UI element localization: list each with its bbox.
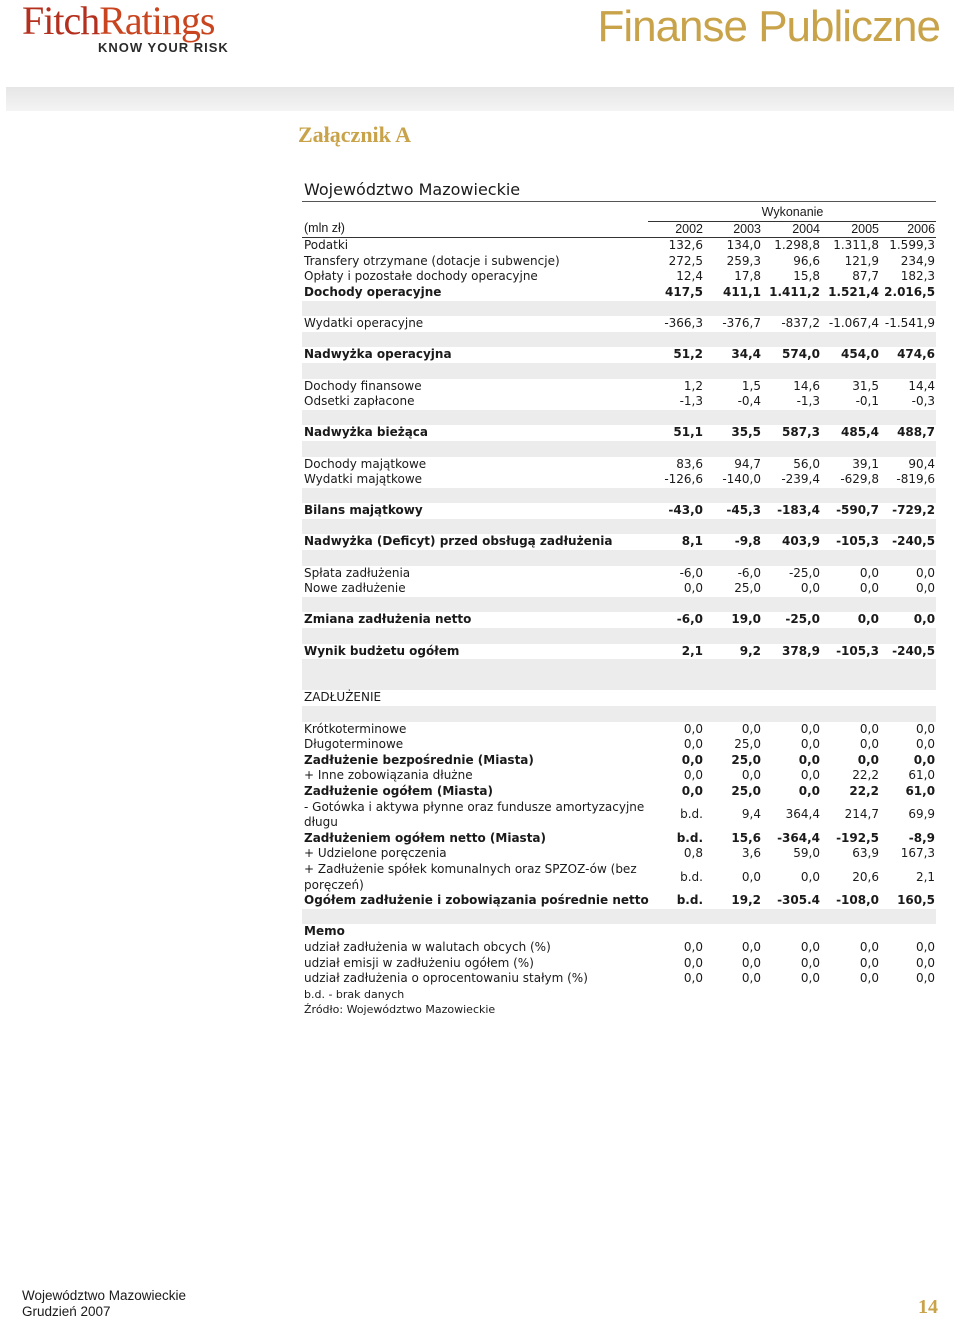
separator-row [302,628,936,644]
row-value: b.d. [676,893,703,908]
row-value: -0,4 [737,394,761,409]
row-value: 0,0 [683,581,703,596]
debt-row [302,768,936,784]
unit-label: (mln zł) [304,221,345,236]
logo-part-1: Fitch [22,0,100,43]
row-label: Dochody operacyjne [304,284,442,299]
row-value: 20,6 [852,869,879,884]
row-value: b.d. [676,830,703,845]
row-value: -729,2 [892,503,936,518]
row-value: 574,0 [782,347,820,362]
row-value: 0,0 [741,768,761,783]
row-value: 272,5 [668,253,703,268]
row-label: Długoterminowe [304,737,404,752]
table-row [302,394,936,410]
footer-date: Grudzień 2007 [22,1304,111,1319]
row-label: Zadłużenie ogółem (Miasta) [304,783,493,798]
memo-title [302,924,936,940]
row-value: 1.599,3 [880,238,936,254]
row-value: 0,0 [857,752,879,767]
row-value: 0,0 [683,939,703,954]
table-row [302,238,936,254]
row-label: Nadwyżka (Deficyt) przed obsługą zadłużenia [304,534,613,549]
row-value: 0,0 [915,971,936,986]
row-label: Podatki [302,238,648,254]
row-value: 56,0 [793,456,820,471]
table-row [302,472,936,488]
row-label: + Udzielone poręczenia [304,846,447,861]
row-value: 96,6 [793,253,820,268]
debt-row [302,753,936,769]
row-label: Opłaty i pozostałe dochody operacyjne [304,269,538,284]
row-value: -1.067,4 [828,316,879,331]
row-value: 59,0 [793,846,820,861]
row-value: 87,7 [852,269,879,284]
row-label: Nadwyżka operacyjna [304,347,452,362]
row-value: 14,4 [908,378,936,393]
row-value: 34,4 [731,347,761,362]
note-row [302,987,936,1003]
memo-row [302,971,936,987]
table-row [302,379,936,395]
row-value: -240,5 [892,534,936,549]
table-row [302,316,936,332]
row-value: 0,0 [741,721,761,736]
separator-row-text [302,441,936,457]
row-value: 0,0 [915,955,936,970]
row-label: Spłata zadłużenia [304,565,411,580]
separator-row-text [302,488,936,504]
row-value: 0,0 [859,955,879,970]
row-label: udział emisji w zadłużeniu ogółem (%) [304,955,534,970]
row-label: Odsetki zapłacone [304,394,415,409]
debt-row [302,800,936,831]
row-value: 160,5 [897,893,936,908]
row-value: 167,3 [900,846,936,861]
row-label: + Inne zobowiązania dłużne [304,768,473,783]
row-value: 15,8 [793,269,820,284]
row-value: 454,0 [841,347,879,362]
row-value: 19,2 [731,893,761,908]
row-value: 51,2 [673,347,703,362]
debt-row [302,784,936,800]
debt-row [302,862,936,893]
row-value: -1,3 [679,394,703,409]
row-value: -9,8 [734,534,761,549]
separator-row-text [302,301,936,317]
year-header: 2004 [762,221,821,238]
table-row [302,425,936,441]
memo-title-text: Memo [304,924,345,939]
row-value: 0,0 [741,971,761,986]
group-header-row [302,205,936,221]
row-label: Wydatki operacyjne [304,316,424,331]
separator-row [302,441,936,457]
year-header-row [302,221,936,238]
row-label: Dochody finansowe [304,378,422,393]
row-value: 485,4 [841,425,879,440]
row-value: -6,0 [676,612,703,627]
table-row [302,254,936,270]
separator-row-text [302,550,936,566]
separator-row-text [302,909,936,925]
row-value: b.d. [680,807,703,822]
row-value: -364,4 [777,830,820,845]
row-value: 0,0 [915,737,936,752]
logo-wordmark [22,0,229,42]
row-value: 31,5 [852,378,879,393]
row-value: 587,3 [782,425,820,440]
row-value: -140,0 [722,472,761,487]
row-value: -819,6 [896,472,936,487]
row-value: 0,0 [741,955,761,970]
row-label: Nadwyżka bieżąca [304,425,429,440]
row-value: 1,2 [683,378,703,393]
row-value: 0,8 [683,846,703,861]
table-row [302,612,936,628]
row-value: 1,5 [741,378,761,393]
row-label: Wydatki majątkowe [304,472,423,487]
debt-section-title [302,690,936,706]
row-value: 0,0 [800,721,820,736]
row-value: 214,7 [844,807,879,822]
row-label: Zadłużeniem ogółem netto (Miasta) [304,830,547,845]
table-row [302,457,936,473]
row-label: Bilans majątkowy [304,503,423,518]
separator-row [302,410,936,426]
row-value: 1.521,4 [828,284,879,299]
row-value: 94,7 [734,456,761,471]
row-value: 14,6 [793,378,820,393]
row-value: 0,0 [800,955,820,970]
separator-row-text [302,628,936,644]
row-value: 35,5 [731,425,761,440]
row-value: 0,0 [741,869,761,884]
row-value: 0,0 [741,939,761,954]
row-value: 39,1 [852,456,879,471]
row-value: 0,0 [859,581,879,596]
row-value: 0,0 [859,721,879,736]
row-value: 17,8 [734,269,761,284]
row-value: 19,0 [731,612,761,627]
row-value: 0,0 [857,612,879,627]
row-value: 0,0 [683,955,703,970]
row-value: 83,6 [676,456,703,471]
row-value: 2,1 [915,869,936,884]
row-value: -837,2 [781,316,820,331]
row-value: -1,3 [796,394,820,409]
row-value: 234,9 [900,253,936,268]
row-value: 25,0 [731,783,761,798]
row-value: 0,0 [915,581,936,596]
row-value: 0,0 [681,752,703,767]
separator-row [302,488,936,504]
separator-row-text [302,363,936,379]
row-value: 25,0 [734,581,761,596]
logo-part-2: Ratings [99,0,215,43]
separator-row [302,597,936,613]
row-value: 182,3 [900,269,936,284]
row-value: 132,6 [648,238,704,254]
table-row [302,644,936,660]
separator-row [302,363,936,379]
separator-row-text [302,519,936,535]
separator-row [302,332,936,348]
table-row [302,347,936,363]
row-value: -6,0 [737,565,761,580]
row-value: 90,4 [908,456,936,471]
row-value: -239,4 [781,472,820,487]
year-header: 2002 [648,221,704,238]
row-value: -192,5 [836,830,879,845]
financial-table [302,205,936,1018]
row-value: 51,1 [673,425,703,440]
row-value: 0,0 [683,737,703,752]
header-band [6,87,954,111]
row-value: 0,0 [800,939,820,954]
separator-row [302,675,936,691]
footer-entity: Województwo Mazowieckie [22,1288,187,1303]
separator-row [302,519,936,535]
row-value: 0,0 [913,752,936,767]
separator-row-text [302,706,936,722]
row-value: -25,0 [788,565,820,580]
row-label: Zadłużenie bezpośrednie (Miasta) [304,752,534,767]
row-value: -590,7 [836,503,879,518]
row-value: 0,0 [800,737,820,752]
row-value: 1.311,8 [821,238,880,254]
row-value: 0,0 [800,581,820,596]
row-label: udział zadłużenia w walutach obcych (%) [304,939,551,954]
row-value: 61,0 [908,768,936,783]
row-value: -183,4 [777,503,820,518]
page-number: 14 [918,1296,938,1318]
row-value: 25,0 [734,737,761,752]
row-value: 63,9 [852,846,879,861]
row-value: -376,7 [722,316,761,331]
row-value: 0,0 [683,768,703,783]
annex-title: Załącznik A [298,122,412,147]
table-row [302,503,936,519]
row-value: 0,0 [915,939,936,954]
group-header: Wykonanie [761,205,824,219]
row-value: 474,6 [897,347,936,362]
row-label: Wynik budżetu ogółem [304,643,460,658]
source-row-text: Źródło: Województwo Mazowieckie [304,1003,496,1017]
row-value: -0,3 [911,394,936,409]
row-value: 0,0 [915,565,936,580]
separator-row-text [302,597,936,613]
row-value: -240,5 [892,643,936,658]
row-value: 0,0 [913,612,936,627]
row-value: 0,0 [683,721,703,736]
row-value: 22,2 [849,783,879,798]
row-label: Nowe zadłużenie [304,581,406,596]
row-value: -105,3 [836,643,879,658]
row-value: -25,0 [785,612,820,627]
row-value: 378,9 [782,643,820,658]
table-body [302,205,936,1018]
row-value: 403,9 [782,534,820,549]
row-value: 3,6 [741,846,761,861]
source-row [302,1002,936,1018]
row-value: 2,1 [681,643,703,658]
row-value: 0,0 [800,971,820,986]
row-value: -43,0 [668,503,703,518]
row-label: Krótkoterminowe [304,721,407,736]
row-value: 0,0 [859,971,879,986]
row-value: 8,1 [681,534,703,549]
entity-title: Województwo Mazowieckie [304,180,521,199]
row-value: -0,1 [855,394,879,409]
memo-row [302,940,936,956]
publication-title: Finanse Publiczne [597,2,940,51]
memo-row [302,956,936,972]
row-value: -6,0 [679,565,703,580]
row-value: 1.411,2 [769,284,820,299]
row-value: 259,3 [726,253,761,268]
row-value: 134,0 [704,238,762,254]
row-value: 25,0 [731,752,761,767]
row-value: 121,9 [844,253,879,268]
row-value: 0,0 [859,737,879,752]
year-header: 2003 [704,221,762,238]
row-value: 15,6 [731,830,761,845]
row-value: 0,0 [800,768,820,783]
title-rule [302,201,936,202]
row-label: Transfery otrzymane (dotacje i subwencje) [304,253,560,268]
fitch-ratings-logo [22,0,229,55]
row-value: 2.016,5 [884,284,936,299]
row-value: 1.298,8 [762,238,821,254]
separator-row [302,301,936,317]
table-row [302,285,936,301]
table-row [302,566,936,582]
debt-row [302,846,936,862]
row-value: -1.541,9 [884,316,936,331]
row-value: -108,0 [836,893,879,908]
row-value: 0,0 [800,869,820,884]
year-header: 2005 [821,221,880,238]
row-value: -366,3 [664,316,703,331]
separator-row [302,659,936,675]
debt-section-title-text: ZADŁUŻENIE [304,690,382,705]
row-value: -629,8 [840,472,879,487]
debt-row [302,737,936,753]
separator-row-text [302,410,936,426]
separator-row [302,550,936,566]
row-value: -305.4 [777,893,820,908]
row-value: 488,7 [897,425,936,440]
row-value: 69,9 [908,807,936,822]
debt-row [302,722,936,738]
row-value: b.d. [680,869,703,884]
row-label: Ogółem zadłużenie i zobowiązania pośrednie netto [304,893,649,908]
table-row [302,581,936,597]
separator-row-text [302,659,936,675]
row-value: -45,3 [726,503,761,518]
separator-row [302,706,936,722]
table-row [302,269,936,285]
row-value: 417,5 [665,284,703,299]
note-row-text: b.d. - brak danych [304,987,405,1001]
row-value: 12,4 [676,269,703,284]
row-value: -8,9 [908,830,936,845]
row-value: 0,0 [681,783,703,798]
row-label: Dochody majątkowe [304,456,427,471]
row-label: - Gotówka i aktywa płynne oraz fundusze amortyzacyjne długu [304,799,645,830]
row-value: 0,0 [859,939,879,954]
row-value: 9,4 [741,807,761,822]
row-value: 0,0 [798,783,820,798]
debt-row [302,893,936,909]
row-value: 364,4 [785,807,820,822]
debt-row [302,831,936,847]
logo-tagline: KNOW YOUR RISK [98,40,229,55]
row-value: 0,0 [915,721,936,736]
row-label: Zmiana zadłużenia netto [304,612,472,627]
separator-row-text [302,332,936,348]
row-value: 411,1 [723,284,761,299]
row-value: -105,3 [836,534,879,549]
row-value: 0,0 [798,752,820,767]
row-value: 0,0 [859,565,879,580]
year-header: 2006 [880,221,936,238]
separator-row-text [302,675,936,691]
table-row [302,534,936,550]
row-label: udział zadłużenia o oprocentowaniu stałym (%) [304,971,588,986]
row-value: 61,0 [905,783,936,798]
row-value: -126,6 [664,472,703,487]
row-value: 22,2 [852,768,879,783]
row-value: 0,0 [683,971,703,986]
separator-row [302,909,936,925]
row-label: + Zadłużenie spółek komunalnych oraz SPZOZ-ów (bez poręczeń) [304,861,637,892]
row-value: 9,2 [739,643,761,658]
